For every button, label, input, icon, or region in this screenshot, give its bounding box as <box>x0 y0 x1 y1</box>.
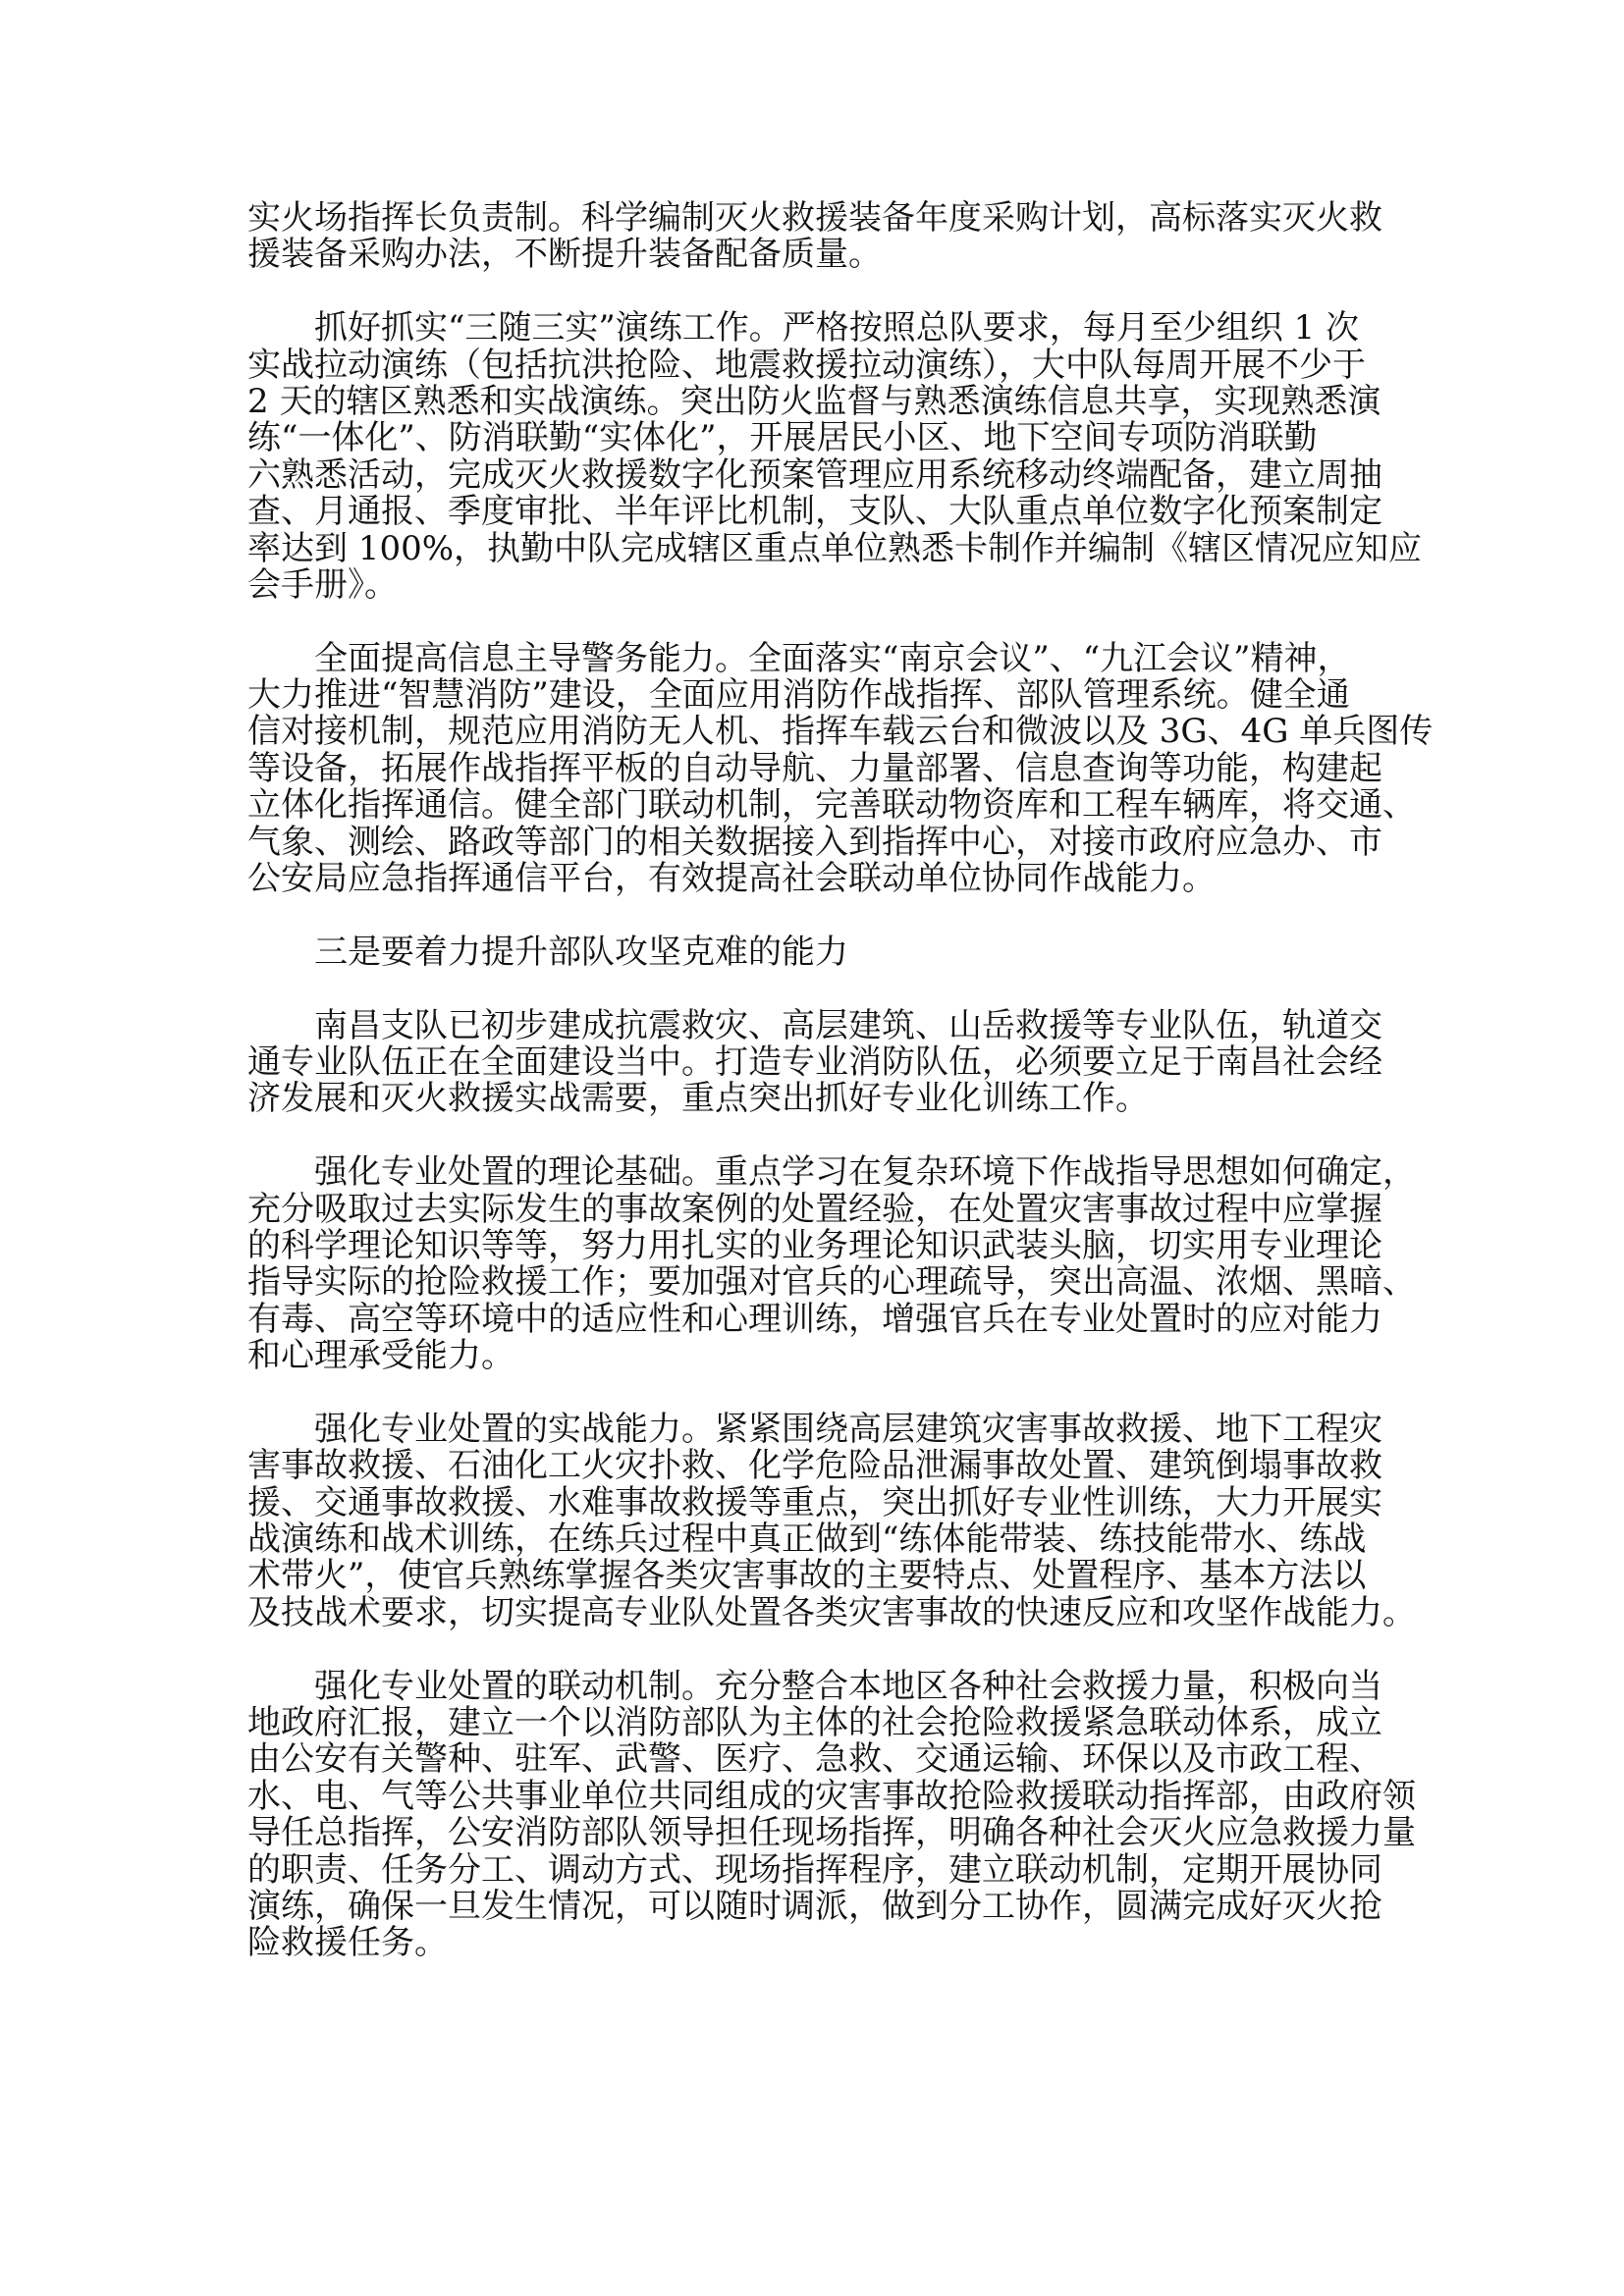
paragraph <box>247 1152 1416 1376</box>
text-line: 险救援任务。 <box>247 1923 448 1963</box>
paragraph <box>247 200 1396 274</box>
text-line: 援、交通事故救援、水难事故救援等重点，突出抓好专业性训练，大力开展实 <box>247 1482 1382 1522</box>
text-line: 的职责、任务分工、调动方式、现场指挥程序，建立联动机制，定期开展协同 <box>247 1849 1382 1890</box>
paragraph <box>247 1005 1396 1119</box>
text-line: 气象、测绘、路政等部门的相关数据接入到指挥中心，对接市政府应急办、市 <box>247 822 1382 862</box>
text-line: 由公安有关警种、驻军、武警、医疗、急救、交通运输、环保以及市政工程、 <box>247 1739 1382 1780</box>
text-line: 查、月通报、季度审批、半年评比机制，支队、大队重点单位数字化预案制定 <box>247 492 1382 532</box>
text-line: 抓好抓实“三随三实”演练工作。严格按照总队要求，每月至少组织 1 次 <box>314 308 1360 348</box>
text-line: 练“一体化”、防消联勤“实体化”，开展居民小区、地下空间专项防消联勤 <box>247 418 1318 458</box>
text-line: 及技战术要求，切实提高专业队处置各类灾害事故的快速反应和攻坚作战能力。 <box>247 1592 1416 1632</box>
document-page <box>247 198 1434 1999</box>
text-line: 的科学理论知识等等，努力用扎实的业务理论知识武装头脑，切实用专业理论 <box>247 1225 1382 1265</box>
text-line: 等设备，拓展作战指挥平板的自动导航、力量部署、信息查询等功能，构建起 <box>247 748 1382 788</box>
text-line: 通专业队伍正在全面建设当中。打造专业消防队伍，必须要立足于南昌社会经 <box>247 1041 1382 1082</box>
text-line: 三是要着力提升部队攻坚克难的能力 <box>314 932 848 972</box>
text-line: 率达到 100%，执勤中队完成辖区重点单位熟悉卡制作并编制《辖区情况应知应 <box>247 528 1423 568</box>
text-line: 有毒、高空等环境中的适应性和心理训练，增强官兵在专业处置时的应对能力 <box>247 1299 1382 1339</box>
section-heading <box>247 934 1396 971</box>
text-line: 和心理承受能力。 <box>247 1336 514 1376</box>
text-line: 2 天的辖区熟悉和实战演练。突出防火监督与熟悉演练信息共享，实现熟悉演 <box>247 381 1381 421</box>
paragraph <box>247 638 1434 899</box>
text-line: 地政府汇报，建立一个以消防部队为主体的社会抢险救援紧急联动体系，成立 <box>247 1703 1382 1743</box>
text-line: 济发展和灭火救援实战需要，重点突出抓好专业化训练工作。 <box>247 1079 1149 1119</box>
text-line: 会手册》。 <box>247 564 398 605</box>
text-line: 实战拉动演练（包括抗洪抢险、地震救援拉动演练），大中队每周开展不少于 <box>247 345 1366 385</box>
text-line: 强化专业处置的理论基础。重点学习在复杂环境下作战指导思想如何确定， <box>314 1152 1416 1193</box>
text-line: 公安局应急指挥通信平台，有效提高社会联动单位协同作战能力。 <box>247 859 1216 899</box>
text-line: 实火场指挥长负责制。科学编制灭火救援装备年度采购计划，高标落实灭火救 <box>247 198 1382 238</box>
text-line: 充分吸取过去实际发生的事故案例的处置经验，在处置灾害事故过程中应掌握 <box>247 1189 1382 1229</box>
text-line: 强化专业处置的实战能力。紧紧围绕高层建筑灾害事故救援、地下工程灾 <box>314 1409 1382 1449</box>
paragraph <box>247 1666 1416 1963</box>
text-line: 演练，确保一旦发生情况，可以随时调派，做到分工协作，圆满完成好灭火抢 <box>247 1886 1382 1926</box>
text-line: 强化专业处置的联动机制。充分整合本地区各种社会救援力量，积极向当 <box>314 1666 1382 1706</box>
text-line: 水、电、气等公共事业单位共同组成的灾害事故抢险救援联动指挥部，由政府领 <box>247 1776 1416 1816</box>
text-line: 术带火”，使官兵熟练掌握各类灾害事故的主要特点、处置程序、基本方法以 <box>247 1556 1367 1596</box>
text-line: 南昌支队已初步建成抗震救灾、高层建筑、山岳救援等专业队伍，轨道交 <box>314 1005 1382 1045</box>
paragraph <box>247 308 1423 605</box>
text-line: 害事故救援、石油化工火灾扑救、化学危险品泄漏事故处置、建筑倒塌事故救 <box>247 1446 1382 1486</box>
text-line: 全面提高信息主导警务能力。全面落实“南京会议”、“九江会议”精神， <box>314 638 1351 678</box>
text-line: 大力推进“智慧消防”建设，全面应用消防作战指挥、部队管理系统。健全通 <box>247 675 1350 716</box>
text-line: 援装备采购办法，不断提升装备配备质量。 <box>247 235 882 275</box>
text-line: 战演练和战术训练，在练兵过程中真正做到“练体能带装、练技能带水、练战 <box>247 1520 1367 1560</box>
text-line: 导任总指挥，公安消防部队领导担任现场指挥，明确各种社会灭火应急救援力量 <box>247 1813 1416 1853</box>
text-line: 六熟悉活动，完成灭火救援数字化预案管理应用系统移动终端配备，建立周抽 <box>247 454 1382 495</box>
paragraph <box>247 1409 1416 1632</box>
text-line: 指导实际的抢险救援工作；要加强对官兵的心理疏导，突出高温、浓烟、黑暗、 <box>247 1262 1416 1303</box>
text-line: 信对接机制，规范应用消防无人机、指挥车载云台和微波以及 3G、4G 单兵图传 <box>247 712 1434 752</box>
text-line: 立体化指挥通信。健全部门联动机制，完善联动物资库和工程车辆库，将交通、 <box>247 785 1416 826</box>
